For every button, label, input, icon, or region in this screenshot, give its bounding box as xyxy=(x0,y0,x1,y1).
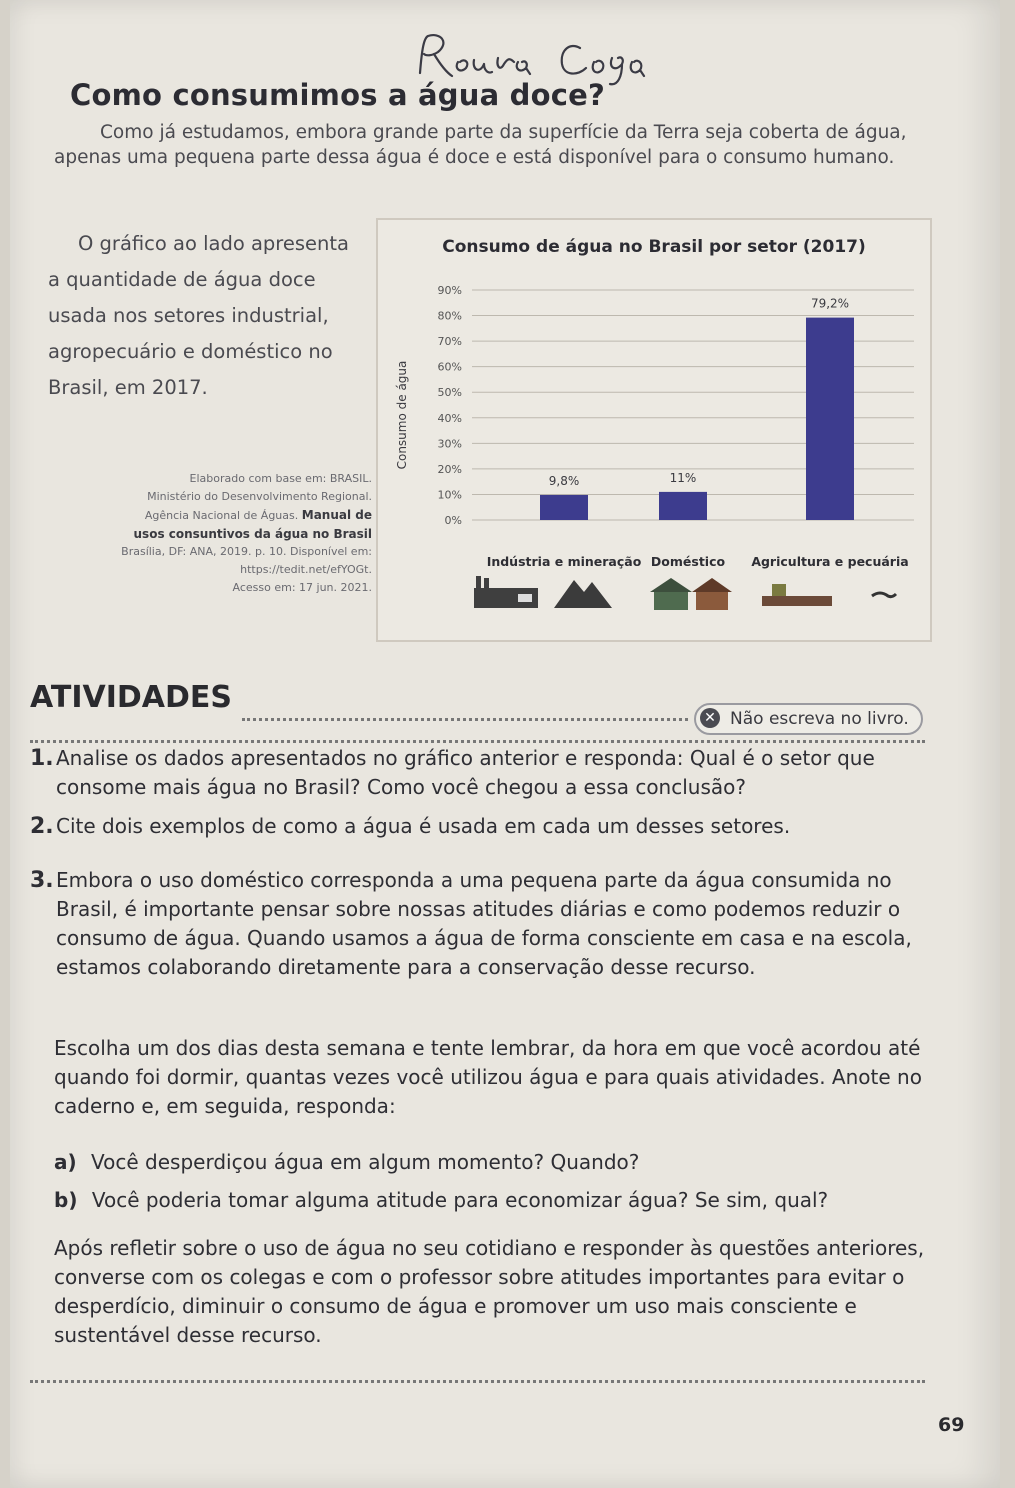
category-label: Doméstico xyxy=(650,554,726,569)
y-tick-label: 60% xyxy=(437,360,462,374)
chart-svg xyxy=(378,220,930,640)
y-tick-label: 10% xyxy=(437,488,462,502)
bar-2 xyxy=(659,492,707,520)
factory-chimney xyxy=(476,576,481,590)
house-icon xyxy=(654,592,688,610)
question-3-instructions: Escolha um dos dias desta semana e tente lembrar, da hora em que você acordou até quando foi dormir, quantas vezes você utilizou água e para quais atividades. Anote no caderno e, em seguida, responda: xyxy=(54,1036,922,1118)
question-3a: a) Você desperdiçou água em algum momento? Quando? xyxy=(54,1150,640,1174)
y-tick-label: 70% xyxy=(437,335,462,349)
category-label: Indústria e mineração xyxy=(486,554,642,569)
closing-paragraph: Após refletir sobre o uso de água no seu cotidiano e responder às questões anteriores, converse com os colegas e com o professor sobre atitudes importantes para evitar o desperdício, diminuir o consumo de água e promover um uso mais consciente e sustentável desse recurso. xyxy=(54,1236,925,1347)
house-roof xyxy=(650,578,692,592)
book-page xyxy=(10,0,1000,1488)
y-tick-label: 20% xyxy=(437,462,462,476)
do-not-write-notice: ✕ Não escreva no livro. xyxy=(694,703,923,735)
intro-paragraph: Como já estudamos, embora grande parte da superfície da Terra seja coberta de água, apenas uma pequena parte dessa água é doce e está disponível para o consumo humano. xyxy=(54,122,907,168)
source-line: Elaborado com base em: BRASIL. xyxy=(189,472,372,485)
source-link: https://tedit.net/efYOGt. xyxy=(240,563,372,576)
y-tick-label: 30% xyxy=(437,437,462,451)
factory-window xyxy=(518,594,532,602)
activities-title: ATIVIDADES xyxy=(30,680,233,715)
chart-title: Consumo de água no Brasil por setor (2017) xyxy=(442,237,866,257)
question-1: 1. Analise os dados apresentados no gráfico anterior e responda: Qual é o setor que consome mais água no Brasil? Como você chegou a essa conclusão? xyxy=(30,746,875,799)
y-axis-label: Consumo de água xyxy=(395,360,409,470)
page-number: 69 xyxy=(938,1414,965,1436)
farm-field-icon xyxy=(762,596,832,606)
y-tick-label: 0% xyxy=(444,514,462,527)
dotted-divider xyxy=(30,1380,925,1383)
no-write-icon: ✕ xyxy=(700,708,720,728)
bar-1 xyxy=(540,495,588,520)
sector-illustrations xyxy=(474,576,896,610)
source-line: usos consuntivos da água no Brasil xyxy=(133,527,372,541)
bar-value-label: 11% xyxy=(669,470,697,485)
water-consumption-chart xyxy=(376,218,932,642)
y-tick-label: 50% xyxy=(437,386,462,400)
chart-description: O gráfico ao lado apresenta a quantidade de água doce usada nos setores industrial, agropecuário e doméstico no Brasil, em 2017. xyxy=(48,232,350,399)
category-label: Agricultura e pecuária xyxy=(751,554,909,569)
chart-source xyxy=(84,470,372,597)
tractor-icon xyxy=(772,584,786,596)
dotted-divider xyxy=(242,718,688,721)
bar-3 xyxy=(806,318,854,520)
source-line: Acesso em: 17 jun. 2021. xyxy=(232,581,372,594)
bar-value-label: 79,2% xyxy=(810,296,850,311)
house-roof-2 xyxy=(692,578,732,592)
y-tick-label: 80% xyxy=(437,309,462,323)
factory-chimney xyxy=(484,578,489,590)
y-tick-label: 40% xyxy=(437,411,462,425)
question-3: 3. Embora o uso doméstico corresponda a uma pequena parte da água consumida no Brasil, é importante pensar sobre nossas atitudes diárias e como podemos reduzir o consumo de água. Quando usamos a água de forma consciente em casa e na escola, estamos colaborando diretamente para a conservação desse recurso. xyxy=(30,868,912,979)
question-2: 2. Cite dois exemplos de como a água é usada em cada um desses setores. xyxy=(30,814,791,839)
bar-value-label: 9,8% xyxy=(548,473,580,488)
page-title: Como consumimos a água doce? xyxy=(70,78,606,112)
question-3b: b) Você poderia tomar alguma atitude para economizar água? Se sim, qual? xyxy=(54,1188,829,1212)
source-line: Ministério do Desenvolvimento Regional. xyxy=(147,490,372,503)
source-line: Brasília, DF: ANA, 2019. p. 10. Disponível em: xyxy=(121,545,372,558)
dotted-divider xyxy=(30,740,925,743)
y-tick-label: 90% xyxy=(437,284,462,297)
source-line: Agência Nacional de Águas. Manual de xyxy=(144,508,372,522)
mine-mountain-icon xyxy=(554,580,612,608)
house-icon-2 xyxy=(696,590,728,610)
cow-icon xyxy=(872,593,896,597)
